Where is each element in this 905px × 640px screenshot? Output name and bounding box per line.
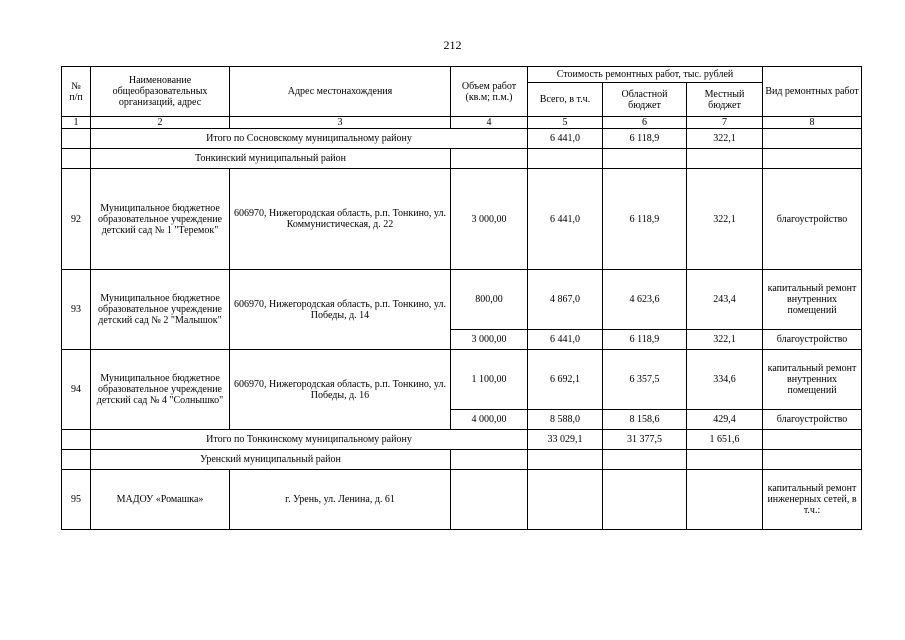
header-local: Местный бюджет — [687, 83, 763, 117]
empty-cell — [528, 149, 603, 169]
sosnovsky-total-label: Итого по Сосновскому муниципальному району — [91, 129, 528, 149]
work-volume: 4 000,00 — [451, 410, 528, 430]
cost-local: 322,1 — [687, 330, 763, 350]
cost-local: 322,1 — [687, 169, 763, 270]
row-95 — [62, 470, 862, 530]
row-num: 93 — [62, 270, 91, 350]
work-volume: 3 000,00 — [451, 169, 528, 270]
work-type: благоустройство — [763, 410, 862, 430]
empty-cell — [62, 450, 91, 470]
header-row-1 — [62, 67, 862, 83]
tonkinsky-total-label: Итого по Тонкинскому муниципальному району — [91, 430, 528, 450]
tonkinsky-total-regional: 31 377,5 — [603, 430, 687, 450]
row-93-line-1 — [62, 270, 862, 330]
urensky-header-row — [62, 450, 862, 470]
empty-cell — [763, 149, 862, 169]
tonkinsky-total-sum: 33 029,1 — [528, 430, 603, 450]
cost-total: 8 588,0 — [528, 410, 603, 430]
repair-cost-table — [61, 66, 862, 530]
empty-cell — [687, 450, 763, 470]
org-address: 606970, Нижегородская область, р.п. Тонкино, ул. Победы, д. 16 — [230, 350, 451, 430]
empty-cell — [763, 129, 862, 149]
org-address: 606970, Нижегородская область, р.п. Тонкино, ул. Коммунистическая, д. 22 — [230, 169, 451, 270]
empty-cell — [603, 450, 687, 470]
empty-cell — [451, 450, 528, 470]
header-num-label: № п/п — [69, 80, 83, 103]
cost-regional: 6 118,9 — [603, 330, 687, 350]
cost-local: 429,4 — [687, 410, 763, 430]
column-number: 4 — [451, 117, 528, 129]
empty-cell — [528, 470, 603, 530]
work-volume: 3 000,00 — [451, 330, 528, 350]
empty-cell — [451, 470, 528, 530]
row-94-line-1 — [62, 350, 862, 410]
cost-total: 4 867,0 — [528, 270, 603, 330]
cost-regional: 6 357,5 — [603, 350, 687, 410]
empty-cell — [763, 450, 862, 470]
header-total: Всего, в т.ч. — [528, 83, 603, 117]
cost-local: 243,4 — [687, 270, 763, 330]
header-num — [62, 67, 91, 117]
org-name: Муниципальное бюджетное образовательное учреждение детский сад № 1 "Теремок" — [91, 169, 230, 270]
cost-local: 334,6 — [687, 350, 763, 410]
row-num: 95 — [62, 470, 91, 530]
org-name: Муниципальное бюджетное образовательное учреждение детский сад № 2 "Малышок" — [91, 270, 230, 350]
work-type: благоустройство — [763, 330, 862, 350]
work-type: капитальный ремонт внутренних помещений — [763, 270, 862, 330]
urensky-district-label: Уренский муниципальный район — [91, 450, 451, 470]
header-name: Наименование общеобразовательных организаций, адрес — [91, 67, 230, 117]
header-volume: Объем работ (кв.м; п.м.) — [451, 67, 528, 117]
work-type: благоустройство — [763, 169, 862, 270]
empty-cell — [528, 450, 603, 470]
column-number: 5 — [528, 117, 603, 129]
header-cost-group: Стоимость ремонтных работ, тыс. рублей — [528, 67, 763, 83]
tonkinsky-total-local: 1 651,6 — [687, 430, 763, 450]
cost-regional: 4 623,6 — [603, 270, 687, 330]
cost-regional: 8 158,6 — [603, 410, 687, 430]
work-volume: 800,00 — [451, 270, 528, 330]
empty-cell — [62, 149, 91, 169]
org-address: 606970, Нижегородская область, р.п. Тонкино, ул. Победы, д. 14 — [230, 270, 451, 350]
empty-cell — [687, 470, 763, 530]
tonkinsky-district-label: Тонкинский муниципальный район — [91, 149, 451, 169]
org-name: Муниципальное бюджетное образовательное учреждение детский сад № 4 "Солнышко" — [91, 350, 230, 430]
cost-total: 6 441,0 — [528, 330, 603, 350]
tonkinsky-header-row — [62, 149, 862, 169]
row-num: 92 — [62, 169, 91, 270]
work-type: капитальный ремонт инженерных сетей, в т.ч.: — [763, 470, 862, 530]
cost-total: 6 441,0 — [528, 169, 603, 270]
org-name: МАДОУ «Ромашка» — [91, 470, 230, 530]
column-number: 2 — [91, 117, 230, 129]
header-work-type: Вид ремонтных работ — [763, 67, 862, 117]
column-number: 8 — [763, 117, 862, 129]
sosnovsky-total-regional: 6 118,9 — [603, 129, 687, 149]
empty-cell — [763, 430, 862, 450]
tonkinsky-total-row — [62, 430, 862, 450]
sosnovsky-total-local: 322,1 — [687, 129, 763, 149]
empty-cell — [687, 149, 763, 169]
column-numbers-row — [62, 117, 862, 129]
cost-regional: 6 118,9 — [603, 169, 687, 270]
column-number: 6 — [603, 117, 687, 129]
sosnovsky-total-row — [62, 129, 862, 149]
row-92 — [62, 169, 862, 270]
cost-total: 6 692,1 — [528, 350, 603, 410]
org-address: г. Урень, ул. Ленина, д. 61 — [230, 470, 451, 530]
column-number: 7 — [687, 117, 763, 129]
empty-cell — [62, 430, 91, 450]
work-type: капитальный ремонт внутренних помещений — [763, 350, 862, 410]
work-volume: 1 100,00 — [451, 350, 528, 410]
column-number: 1 — [62, 117, 91, 129]
page-number: 212 — [443, 38, 462, 52]
sosnovsky-total-sum: 6 441,0 — [528, 129, 603, 149]
header-regional: Областной бюджет — [603, 83, 687, 117]
empty-cell — [603, 470, 687, 530]
column-number: 3 — [230, 117, 451, 129]
row-num: 94 — [62, 350, 91, 430]
empty-cell — [451, 149, 528, 169]
header-address: Адрес местонахождения — [230, 67, 451, 117]
empty-cell — [62, 129, 91, 149]
empty-cell — [603, 149, 687, 169]
